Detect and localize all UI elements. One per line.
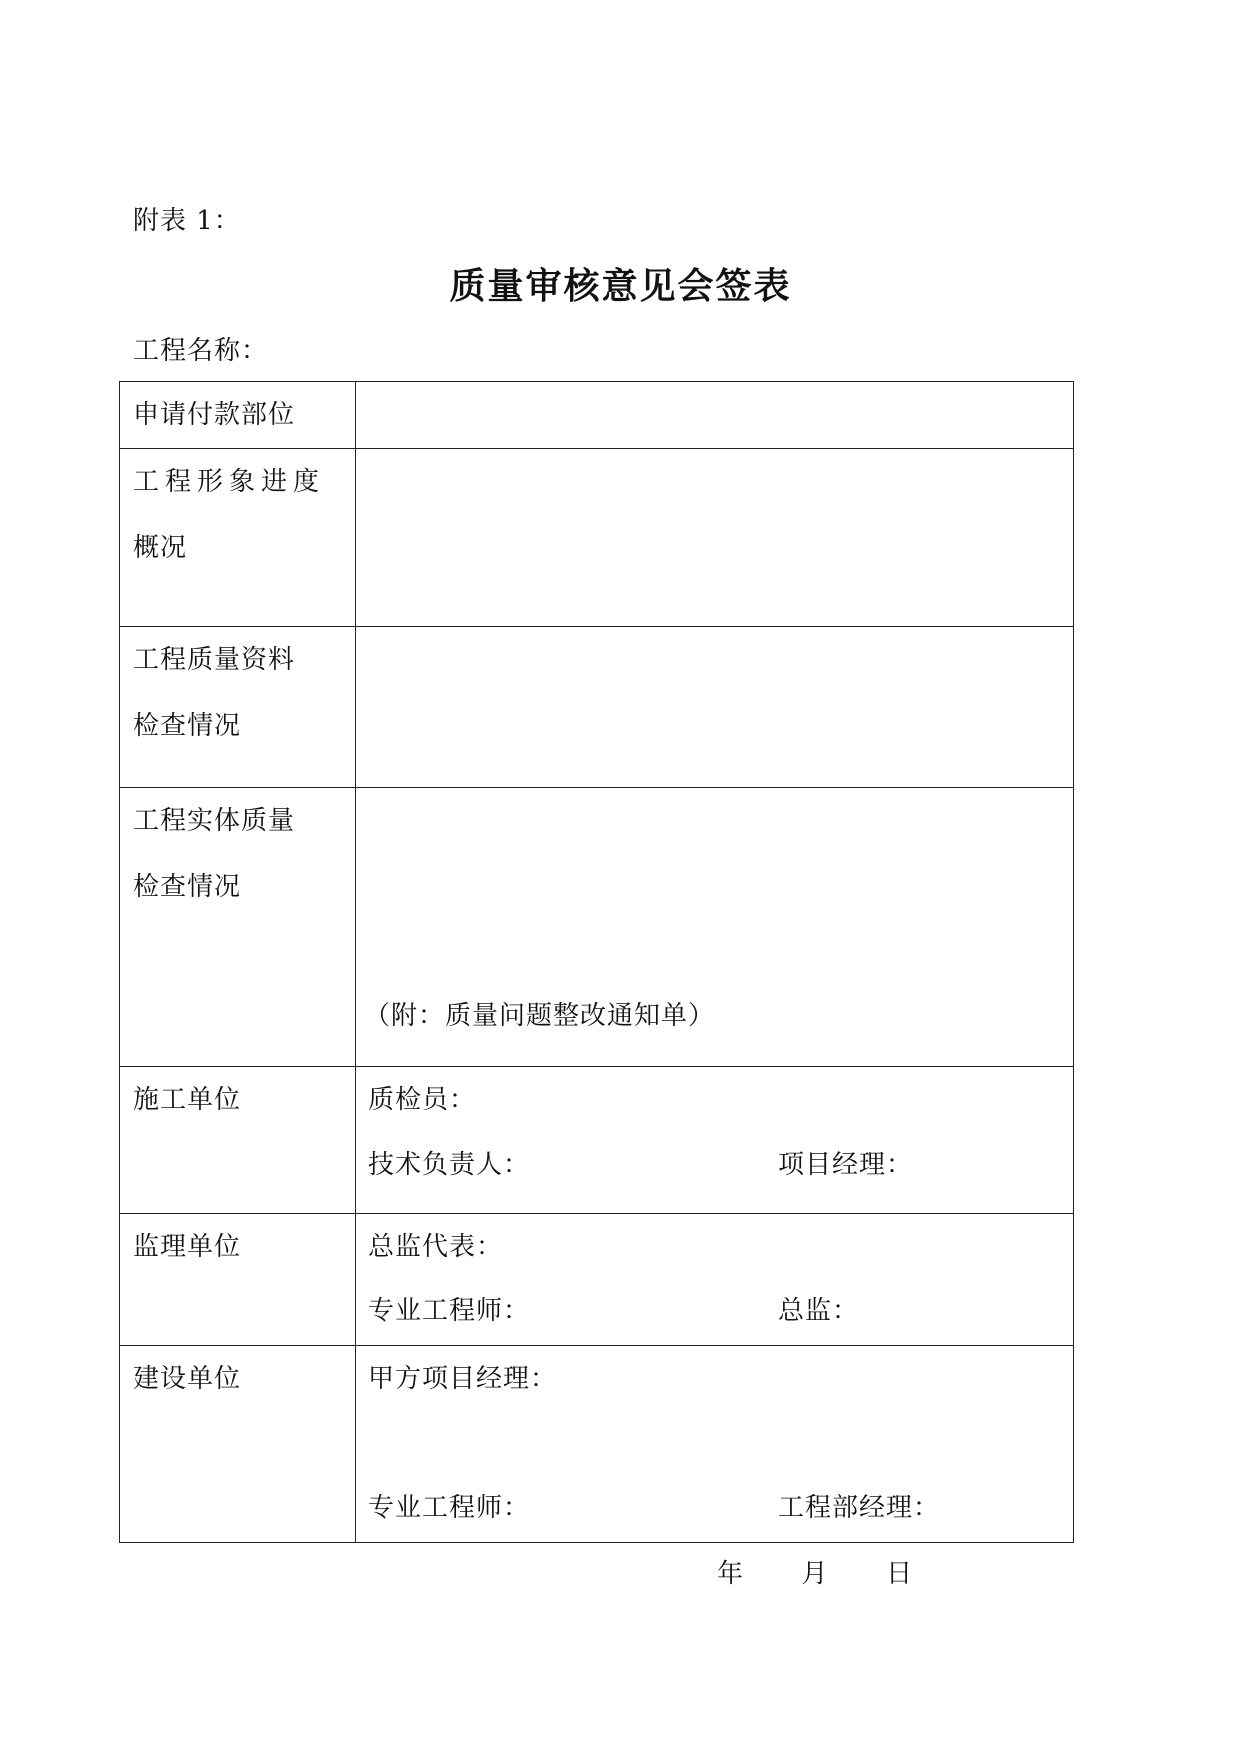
owner-engineer-field: 专业工程师： <box>368 1493 531 1523</box>
date-day: 日 <box>886 1559 913 1589</box>
date-month: 月 <box>801 1559 828 1589</box>
project-manager-field: 项目经理： <box>778 1150 914 1180</box>
project-name-label: 工程名称： <box>133 336 269 366</box>
owner-unit-label-cell <box>120 1346 356 1543</box>
progress-overview-content-cell[interactable] <box>356 449 1074 627</box>
chief-supervisor-field: 总监： <box>778 1296 860 1326</box>
construction-unit-content-cell[interactable] <box>356 1067 1074 1214</box>
quality-docs-label-line2: 检查情况 <box>133 711 242 741</box>
quality-docs-content-cell[interactable] <box>356 627 1074 788</box>
table-row-progress-overview <box>120 449 1074 627</box>
table-row-construction-unit <box>120 1067 1074 1214</box>
chief-supervisor-rep-field: 总监代表： <box>368 1232 504 1262</box>
rectification-notice-note: （附：质量问题整改通知单） <box>364 1001 716 1031</box>
payment-part-content-cell[interactable] <box>356 382 1074 449</box>
physical-quality-label-line1: 工程实体质量 <box>133 806 296 836</box>
supervision-unit-content-cell[interactable] <box>356 1214 1074 1346</box>
supervision-engineer-field: 专业工程师： <box>368 1296 531 1326</box>
table-row-supervision-unit <box>120 1214 1074 1346</box>
table-row-physical-quality <box>120 788 1074 1067</box>
owner-project-manager-field: 甲方项目经理： <box>368 1364 558 1394</box>
construction-signature-line <box>368 1149 914 1181</box>
physical-quality-content-cell[interactable] <box>356 788 1074 1067</box>
owner-unit-label: 建设单位 <box>133 1364 242 1394</box>
signature-date <box>717 1553 912 1590</box>
owner-unit-content-cell[interactable] <box>356 1346 1074 1543</box>
progress-overview-label-line1: 工程形象进度 <box>133 467 326 497</box>
appendix-label: 附表 1： <box>133 206 241 236</box>
physical-quality-label-cell <box>120 788 356 1067</box>
supervision-unit-label: 监理单位 <box>133 1232 242 1262</box>
supervision-unit-label-cell <box>120 1214 356 1346</box>
construction-unit-label-cell <box>120 1067 356 1214</box>
table-row-owner-unit <box>120 1346 1074 1543</box>
technical-lead-field: 技术负责人： <box>368 1150 531 1180</box>
date-year: 年 <box>717 1559 744 1589</box>
quality-docs-label-cell <box>120 627 356 788</box>
table-row-quality-docs <box>120 627 1074 788</box>
owner-signature-line <box>368 1492 941 1524</box>
form-title: 质量审核意见会签表 <box>449 265 792 307</box>
table-row-payment-part <box>120 382 1074 449</box>
engineering-dept-manager-field: 工程部经理： <box>778 1493 941 1523</box>
payment-part-label: 申请付款部位 <box>133 400 296 430</box>
progress-overview-label-cell <box>120 449 356 627</box>
construction-unit-label: 施工单位 <box>133 1085 242 1115</box>
payment-part-label-cell <box>120 382 356 449</box>
supervision-signature-line <box>368 1295 860 1327</box>
quality-inspector-field: 质检员： <box>368 1085 477 1115</box>
quality-review-form-table <box>119 381 1074 1543</box>
progress-overview-label-line2: 概况 <box>133 533 188 563</box>
physical-quality-label-line2: 检查情况 <box>133 872 242 902</box>
quality-docs-label-line1: 工程质量资料 <box>133 645 296 675</box>
